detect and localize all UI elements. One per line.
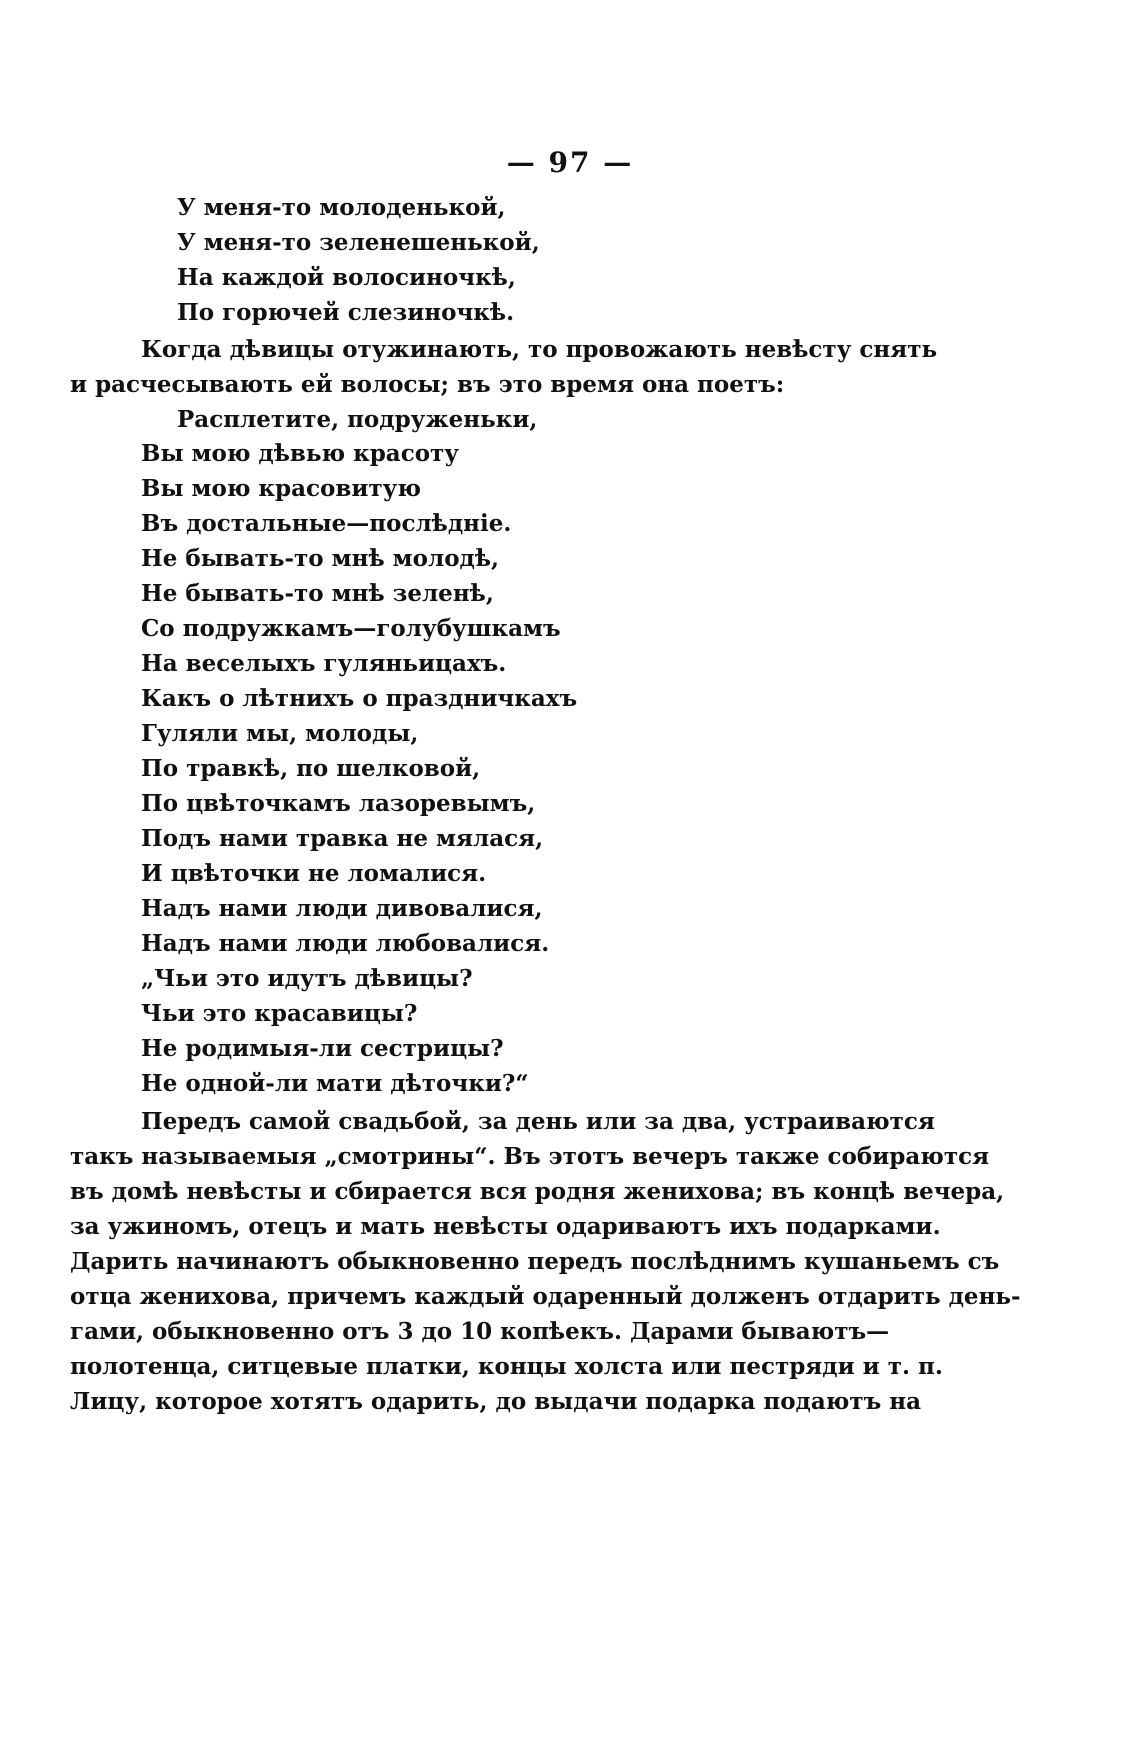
verse-line: Не бывать-то мнѣ молодѣ, [141,545,500,572]
verse-line: На каждой волосиночкѣ, [177,264,516,291]
verse-line: Не родимыя-ли сестрицы? [141,1035,504,1062]
paragraph-line: за ужиномъ, отецъ и мать невѣсты одариваютъ ихъ подарками. [70,1213,941,1240]
verse-line: Чьи это красавицы? [141,1000,418,1027]
verse-line: По травкѣ, по шелковой, [141,755,481,782]
verse-line: Надъ нами люди дивовалися, [141,895,543,922]
verse-line: По горючей слезиночкѣ. [177,299,515,326]
verse-line: Надъ нами люди любовалися. [141,930,550,957]
verse-line: Подъ нами травка не мялася, [141,825,544,852]
paragraph-line: и расчесывають ей волосы; въ это время она поетъ: [70,371,785,398]
paragraph-line: Когда дѣвицы отужинають, то провожають невѣсту снять [141,336,938,363]
verse-line: Вы мою дѣвью красоту [141,440,460,467]
verse-line: На веселыхъ гуляньицахъ. [141,650,507,677]
verse-line: Вы мою красовитую [141,475,421,502]
verse-line: У меня-то зеленешенькой, [177,229,540,256]
verse-line: И цвѣточки не ломалися. [141,860,487,887]
verse-line: Не бывать-то мнѣ зеленѣ, [141,580,494,607]
verse-line: У меня-то молоденькой, [177,194,506,221]
verse-line: Расплетите, подруженьки, [177,406,538,433]
page-number: — 97 — [506,146,634,179]
verse-line: „Чьи это идутъ дѣвицы? [141,965,473,992]
verse-line: Гуляли мы, молоды, [141,720,419,747]
paragraph-line: такъ называемыя „смотрины“. Въ этотъ вечеръ также собираются [70,1143,990,1170]
paragraph-line: полотенца, ситцевые платки, концы холста или пестряди и т. п. [70,1353,943,1380]
paragraph-line: Дарить начинаютъ обыкновенно передъ послѣднимъ кушаньемъ съ [70,1248,1000,1275]
verse-line: Со подружкамъ—голубушкамъ [141,615,561,642]
verse-line: Не одной-ли мати дѣточки?“ [141,1070,529,1097]
paragraph-line: Лицу, которое хотятъ одарить, до выдачи подарка подаютъ на [70,1388,922,1415]
verse-line: Какъ о лѣтнихъ о праздничкахъ [141,685,578,712]
paragraph-line: Передъ самой свадьбой, за день или за два, устраиваются [141,1108,935,1135]
verse-line: По цвѣточкамъ лазоревымъ, [141,790,536,817]
paragraph-line: въ домѣ невѣсты и сбирается вся родня жениховa; въ концѣ вечера, [70,1178,1005,1205]
verse-line: Въ достальные—послѣдніе. [141,510,512,537]
paragraph-line: гами, обыкновенно отъ 3 до 10 копѣекъ. Дарами бываютъ— [70,1318,890,1345]
paragraph-line: отца жениховa, причемъ каждый одаренный долженъ отдарить день- [70,1283,1021,1310]
